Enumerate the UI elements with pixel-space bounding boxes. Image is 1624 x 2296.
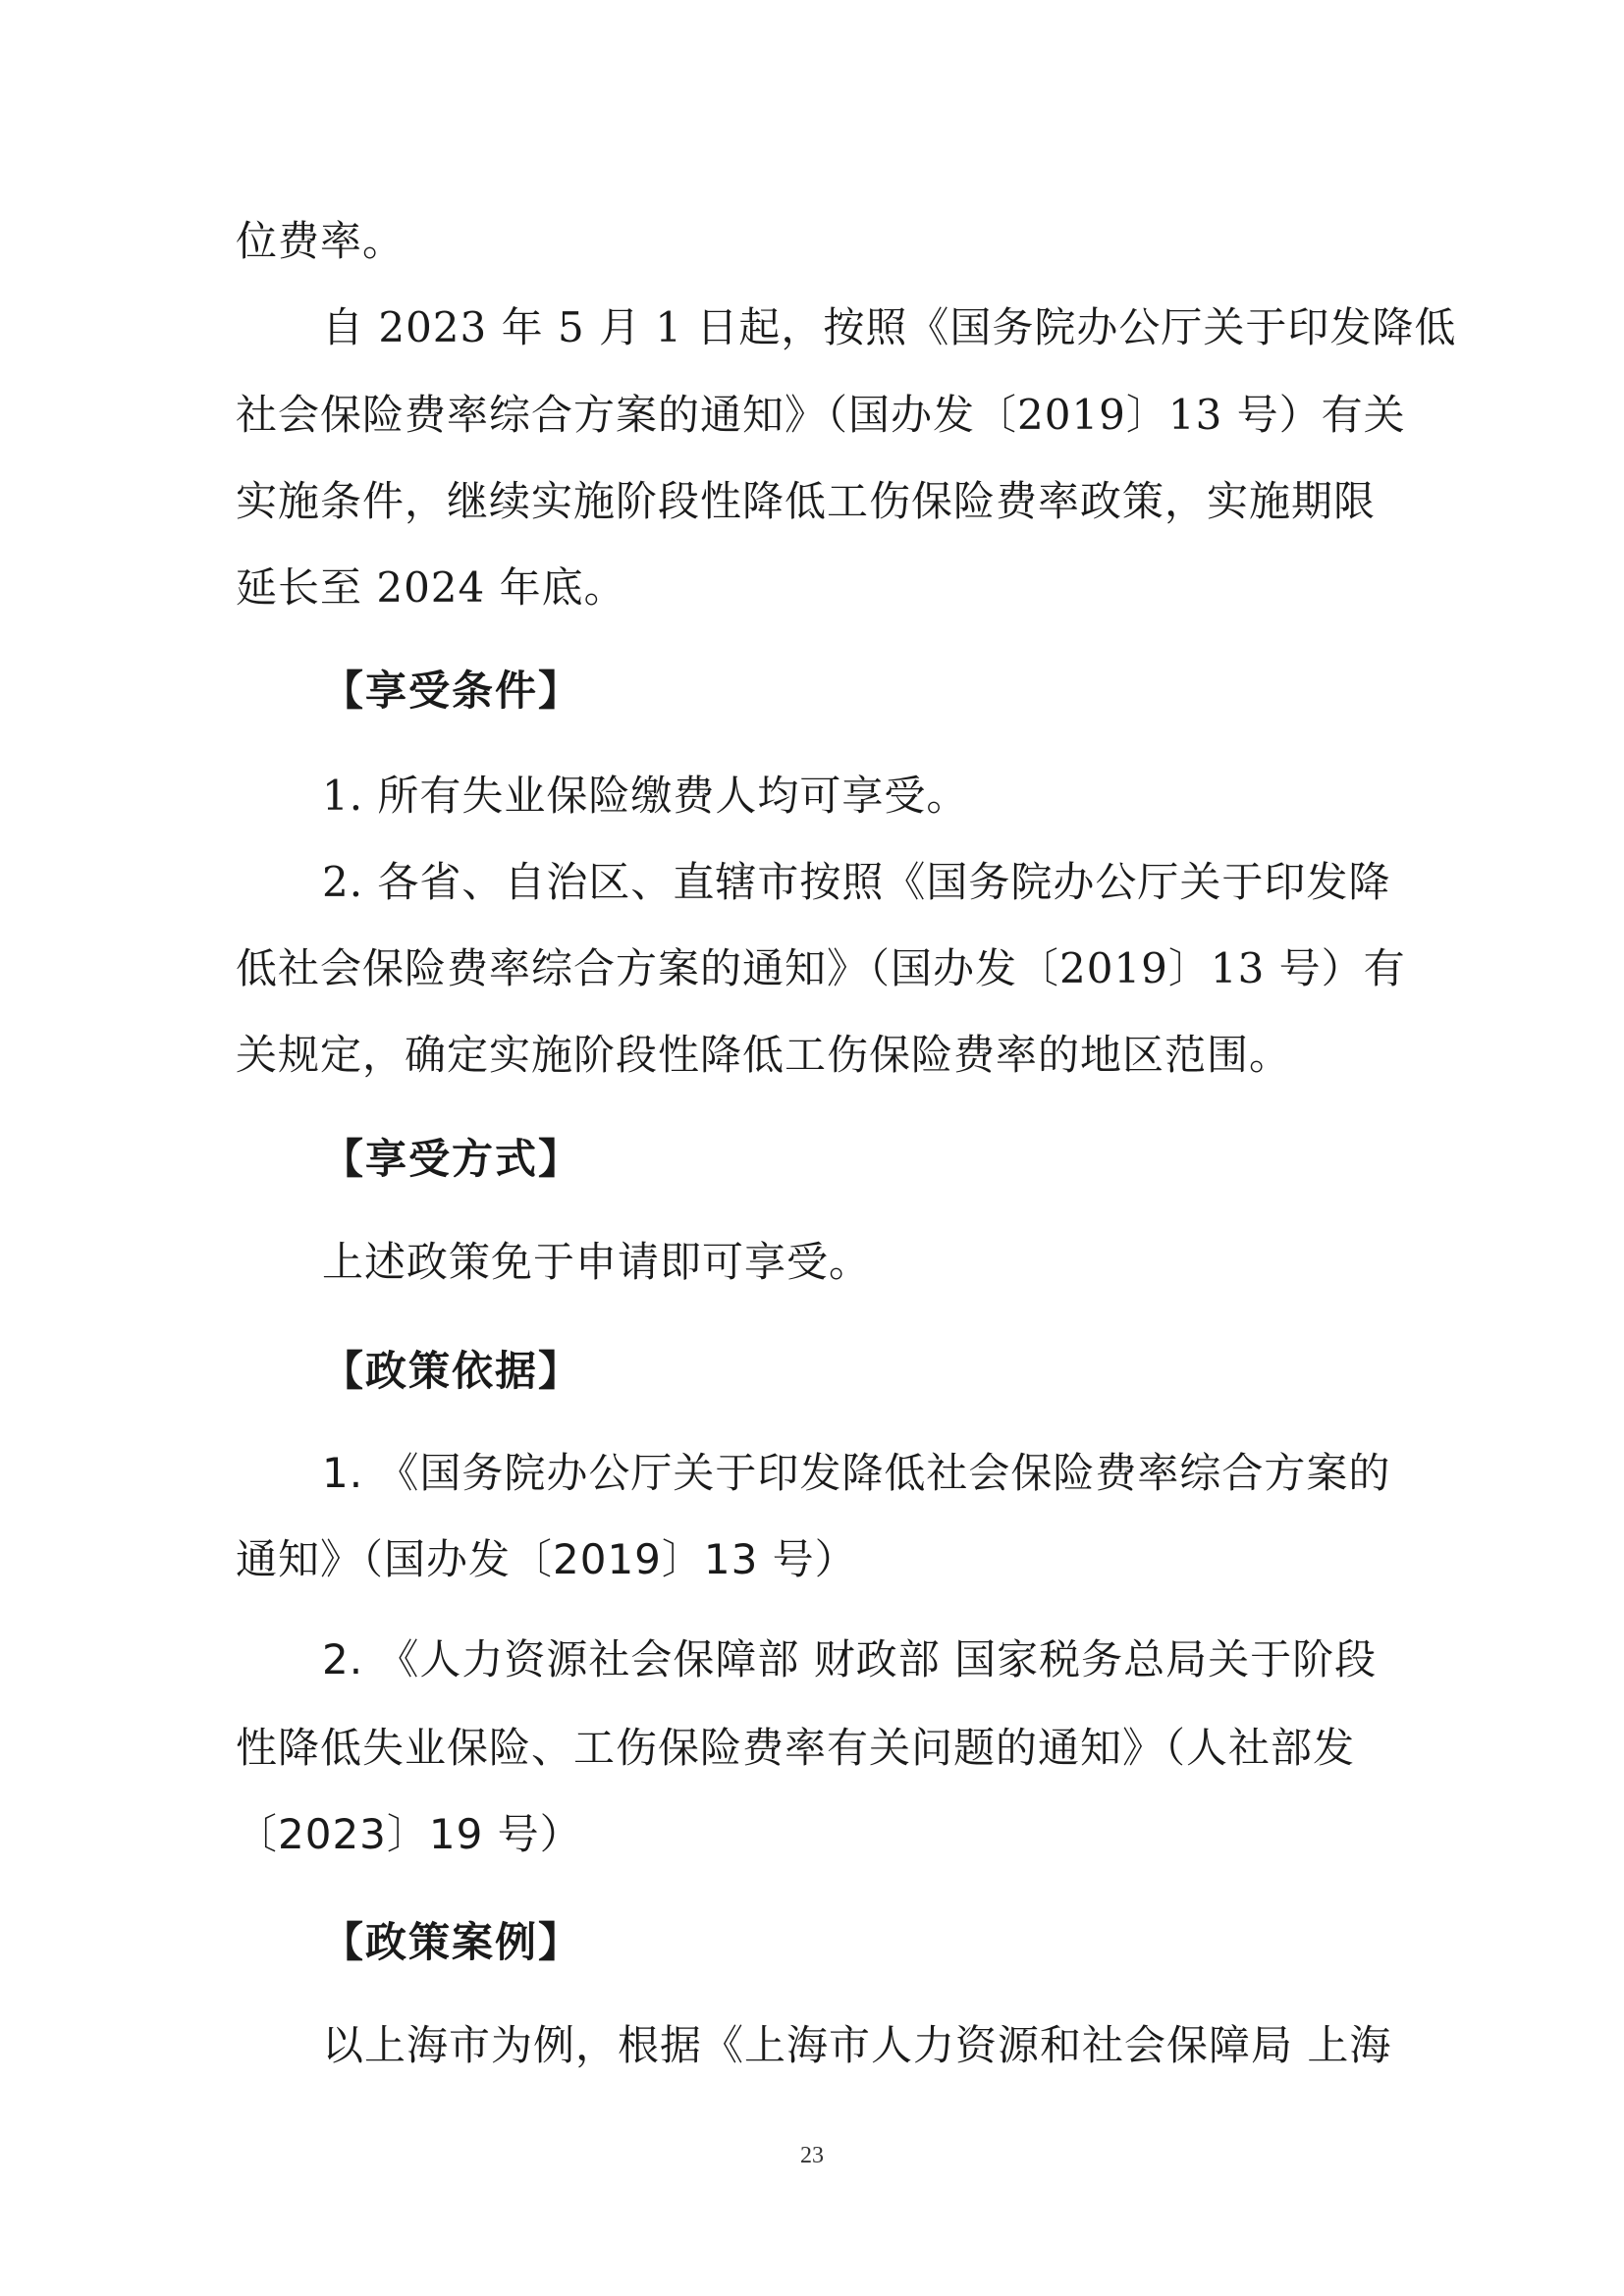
paragraph-line: 〔2023〕19 号） (236, 1810, 582, 1858)
paragraph-line: 位费率。 (236, 217, 406, 265)
paragraph-line: 低社会保险费率综合方案的通知》（国办发〔2019〕13 号）有 (236, 944, 1406, 992)
paragraph-line: 以上海市为例，根据《上海市人力资源和社会保障局 上海 (322, 2021, 1392, 2069)
paragraph-line: 延长至 2024 年底。 (236, 563, 626, 612)
list-item: 1. 所有失业保险缴费人均可享受。 (322, 772, 969, 820)
paragraph-line: 自 2023 年 5 月 1 日起，按照《国务院办公厅关于印发降低 (322, 303, 1457, 351)
paragraph-line: 关规定，确定实施阶段性降低工伤保险费率的地区范围。 (236, 1031, 1292, 1079)
section-heading-method: 【享受方式】 (322, 1135, 582, 1183)
page-number: 23 (800, 2143, 824, 2168)
paragraph-line: 上述政策免于申请即可享受。 (322, 1238, 872, 1286)
paragraph-line: 社会保险费率综合方案的通知》（国办发〔2019〕13 号）有关 (236, 391, 1406, 439)
list-item: 2. 《人力资源社会保障部 财政部 国家税务总局关于阶段 (322, 1635, 1378, 1683)
list-item: 2. 各省、自治区、直辖市按照《国务院办公厅关于印发降 (322, 858, 1391, 906)
section-heading-basis: 【政策依据】 (322, 1347, 582, 1395)
list-item: 1. 《国务院办公厅关于印发降低社会保险费率综合方案的 (322, 1449, 1391, 1497)
paragraph-line: 通知》（国办发〔2019〕13 号） (236, 1535, 857, 1583)
paragraph-line: 性降低失业保险、工伤保险费率有关问题的通知》（人社部发 (236, 1724, 1356, 1772)
section-heading-case: 【政策案例】 (322, 1918, 582, 1966)
paragraph-line: 实施条件，继续实施阶段性降低工伤保险费率政策，实施期限 (236, 477, 1377, 525)
section-heading-conditions: 【享受条件】 (322, 667, 582, 715)
